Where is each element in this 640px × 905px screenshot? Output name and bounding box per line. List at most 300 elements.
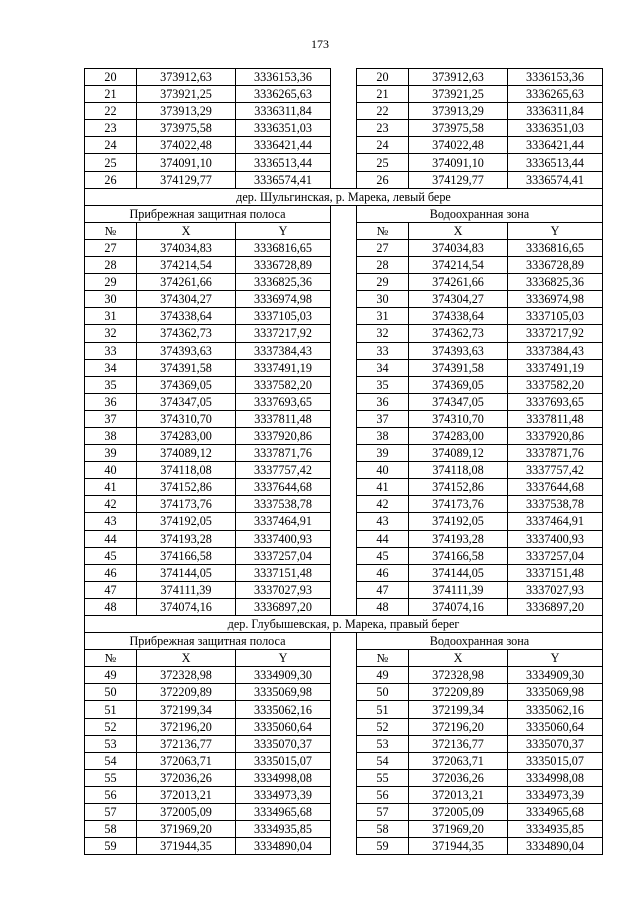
x-coordinate: 373912,63 xyxy=(137,69,236,86)
table-row xyxy=(85,445,603,462)
column-spacer xyxy=(331,564,357,581)
y-coordinate: 3336265,63 xyxy=(508,86,603,103)
column-spacer xyxy=(331,718,357,735)
x-coordinate: 374193,28 xyxy=(137,530,236,547)
x-coordinate: 374283,00 xyxy=(137,427,236,444)
column-spacer xyxy=(331,393,357,410)
point-number: 38 xyxy=(357,427,409,444)
x-coordinate: 374022,48 xyxy=(137,137,236,154)
point-number: 31 xyxy=(357,308,409,325)
x-coordinate: 373913,29 xyxy=(409,103,508,120)
y-coordinate: 3337920,86 xyxy=(508,427,603,444)
section-heading: дер. Шульгинская, р. Марека, левый бере xyxy=(85,188,603,205)
point-number: 41 xyxy=(357,479,409,496)
x-coordinate: 372328,98 xyxy=(137,667,236,684)
column-spacer xyxy=(331,239,357,256)
section-heading-row xyxy=(85,188,603,205)
y-coordinate: 3336825,36 xyxy=(236,274,331,291)
column-spacer xyxy=(331,752,357,769)
point-number: 22 xyxy=(85,103,137,120)
y-coordinate: 3337257,04 xyxy=(508,547,603,564)
point-number: 53 xyxy=(357,735,409,752)
point-number: 33 xyxy=(357,342,409,359)
x-coordinate: 373913,29 xyxy=(137,103,236,120)
y-coordinate: 3334890,04 xyxy=(236,838,331,855)
table-row xyxy=(85,427,603,444)
y-coordinate: 3334965,68 xyxy=(508,804,603,821)
x-coordinate: 374214,54 xyxy=(137,257,236,274)
table-row xyxy=(85,171,603,188)
x-coordinate: 372013,21 xyxy=(137,786,236,803)
y-coordinate: 3337464,91 xyxy=(236,513,331,530)
table-row xyxy=(85,86,603,103)
header-x: X xyxy=(409,222,508,239)
column-header-row xyxy=(85,222,603,239)
y-coordinate: 3336421,44 xyxy=(236,137,331,154)
y-coordinate: 3337871,76 xyxy=(236,445,331,462)
x-coordinate: 373921,25 xyxy=(409,86,508,103)
table-row xyxy=(85,274,603,291)
x-coordinate: 374214,54 xyxy=(409,257,508,274)
header-y: Y xyxy=(236,222,331,239)
x-coordinate: 371969,20 xyxy=(409,821,508,838)
x-coordinate: 374347,05 xyxy=(409,393,508,410)
point-number: 45 xyxy=(357,547,409,564)
table-row xyxy=(85,752,603,769)
table-row xyxy=(85,735,603,752)
y-coordinate: 3337400,93 xyxy=(508,530,603,547)
column-spacer xyxy=(331,735,357,752)
point-number: 30 xyxy=(357,291,409,308)
point-number: 50 xyxy=(85,684,137,701)
y-coordinate: 3337757,42 xyxy=(508,462,603,479)
x-coordinate: 374310,70 xyxy=(137,410,236,427)
y-coordinate: 3337538,78 xyxy=(508,496,603,513)
x-coordinate: 374091,10 xyxy=(137,154,236,171)
point-number: 20 xyxy=(357,69,409,86)
table-row xyxy=(85,376,603,393)
x-coordinate: 373921,25 xyxy=(137,86,236,103)
table-row xyxy=(85,564,603,581)
point-number: 39 xyxy=(85,445,137,462)
table-row xyxy=(85,701,603,718)
column-spacer xyxy=(331,222,357,239)
y-coordinate: 3336728,89 xyxy=(236,257,331,274)
table-row xyxy=(85,804,603,821)
column-spacer xyxy=(331,359,357,376)
point-number: 47 xyxy=(85,581,137,598)
left-caption: Прибрежная защитная полоса xyxy=(85,205,331,222)
x-coordinate: 374362,73 xyxy=(409,325,508,342)
point-number: 29 xyxy=(85,274,137,291)
point-number: 50 xyxy=(357,684,409,701)
table-row xyxy=(85,598,603,615)
x-coordinate: 371944,35 xyxy=(409,838,508,855)
header-number: № xyxy=(357,650,409,667)
column-spacer xyxy=(331,376,357,393)
page-number: 173 xyxy=(311,37,329,51)
point-number: 26 xyxy=(85,171,137,188)
column-spacer xyxy=(331,120,357,137)
header-y: Y xyxy=(508,222,603,239)
point-number: 44 xyxy=(357,530,409,547)
point-number: 30 xyxy=(85,291,137,308)
point-number: 20 xyxy=(85,69,137,86)
point-number: 54 xyxy=(85,752,137,769)
point-number: 51 xyxy=(357,701,409,718)
x-coordinate: 374166,58 xyxy=(137,547,236,564)
x-coordinate: 374089,12 xyxy=(409,445,508,462)
y-coordinate: 3337693,65 xyxy=(508,393,603,410)
point-number: 42 xyxy=(357,496,409,513)
y-coordinate: 3336311,84 xyxy=(508,103,603,120)
x-coordinate: 374173,76 xyxy=(409,496,508,513)
header-x: X xyxy=(409,650,508,667)
y-coordinate: 3337384,43 xyxy=(236,342,331,359)
right-caption: Водоохранная зона xyxy=(357,205,603,222)
x-coordinate: 374089,12 xyxy=(137,445,236,462)
point-number: 22 xyxy=(357,103,409,120)
y-coordinate: 3335015,07 xyxy=(236,752,331,769)
x-coordinate: 374152,86 xyxy=(137,479,236,496)
table-row xyxy=(85,342,603,359)
y-coordinate: 3336513,44 xyxy=(508,154,603,171)
point-number: 28 xyxy=(357,257,409,274)
point-number: 32 xyxy=(357,325,409,342)
y-coordinate: 3336351,03 xyxy=(236,120,331,137)
point-number: 34 xyxy=(85,359,137,376)
y-coordinate: 3334935,85 xyxy=(236,821,331,838)
table-row xyxy=(85,359,603,376)
y-coordinate: 3337757,42 xyxy=(236,462,331,479)
point-number: 25 xyxy=(85,154,137,171)
column-spacer xyxy=(331,342,357,359)
header-x: X xyxy=(137,222,236,239)
y-coordinate: 3337384,43 xyxy=(508,342,603,359)
y-coordinate: 3337811,48 xyxy=(508,410,603,427)
y-coordinate: 3334998,08 xyxy=(508,769,603,786)
column-spacer xyxy=(331,701,357,718)
section-heading: дер. Глубышевская, р. Марека, правый берег xyxy=(85,616,603,633)
y-coordinate: 3336513,44 xyxy=(236,154,331,171)
column-spacer xyxy=(331,274,357,291)
column-spacer xyxy=(331,154,357,171)
y-coordinate: 3335060,64 xyxy=(508,718,603,735)
table-row xyxy=(85,103,603,120)
y-coordinate: 3337538,78 xyxy=(236,496,331,513)
x-coordinate: 372036,26 xyxy=(137,769,236,786)
y-coordinate: 3337151,48 xyxy=(508,564,603,581)
column-spacer xyxy=(331,650,357,667)
x-coordinate: 374338,64 xyxy=(137,308,236,325)
coordinates-table xyxy=(84,68,603,855)
x-coordinate: 374022,48 xyxy=(409,137,508,154)
x-coordinate: 373975,58 xyxy=(409,120,508,137)
x-coordinate: 374393,63 xyxy=(137,342,236,359)
point-number: 36 xyxy=(357,393,409,410)
table-row xyxy=(85,718,603,735)
y-coordinate: 3334965,68 xyxy=(236,804,331,821)
table-row xyxy=(85,308,603,325)
header-y: Y xyxy=(236,650,331,667)
column-spacer xyxy=(331,137,357,154)
point-number: 52 xyxy=(357,718,409,735)
x-coordinate: 374091,10 xyxy=(409,154,508,171)
y-coordinate: 3337217,92 xyxy=(508,325,603,342)
point-number: 25 xyxy=(357,154,409,171)
column-spacer xyxy=(331,171,357,188)
y-coordinate: 3334909,30 xyxy=(508,667,603,684)
point-number: 28 xyxy=(85,257,137,274)
point-number: 34 xyxy=(357,359,409,376)
y-coordinate: 3335060,64 xyxy=(236,718,331,735)
y-coordinate: 3336574,41 xyxy=(236,171,331,188)
point-number: 48 xyxy=(357,598,409,615)
x-coordinate: 374173,76 xyxy=(137,496,236,513)
column-spacer xyxy=(331,291,357,308)
column-spacer xyxy=(331,69,357,86)
y-coordinate: 3337582,20 xyxy=(236,376,331,393)
y-coordinate: 3337105,03 xyxy=(236,308,331,325)
column-spacer xyxy=(331,821,357,838)
y-coordinate: 3334909,30 xyxy=(236,667,331,684)
y-coordinate: 3336825,36 xyxy=(508,274,603,291)
column-spacer xyxy=(331,479,357,496)
y-coordinate: 3336974,98 xyxy=(236,291,331,308)
y-coordinate: 3336421,44 xyxy=(508,137,603,154)
column-spacer xyxy=(331,205,357,222)
point-number: 59 xyxy=(357,838,409,855)
y-coordinate: 3337811,48 xyxy=(236,410,331,427)
table-row xyxy=(85,393,603,410)
x-coordinate: 372328,98 xyxy=(409,667,508,684)
point-number: 41 xyxy=(85,479,137,496)
point-number: 57 xyxy=(85,804,137,821)
column-spacer xyxy=(331,325,357,342)
column-spacer xyxy=(331,445,357,462)
x-coordinate: 372063,71 xyxy=(137,752,236,769)
x-coordinate: 374192,05 xyxy=(137,513,236,530)
point-number: 26 xyxy=(357,171,409,188)
x-coordinate: 374129,77 xyxy=(409,171,508,188)
x-coordinate: 374118,08 xyxy=(137,462,236,479)
point-number: 46 xyxy=(357,564,409,581)
x-coordinate: 374362,73 xyxy=(137,325,236,342)
y-coordinate: 3334973,39 xyxy=(236,786,331,803)
x-coordinate: 374347,05 xyxy=(137,393,236,410)
y-coordinate: 3335062,16 xyxy=(508,701,603,718)
y-coordinate: 3337920,86 xyxy=(236,427,331,444)
y-coordinate: 3337027,93 xyxy=(236,581,331,598)
y-coordinate: 3337027,93 xyxy=(508,581,603,598)
x-coordinate: 374310,70 xyxy=(409,410,508,427)
point-number: 27 xyxy=(85,239,137,256)
x-coordinate: 374369,05 xyxy=(409,376,508,393)
point-number: 43 xyxy=(85,513,137,530)
x-coordinate: 372209,89 xyxy=(409,684,508,701)
y-coordinate: 3337105,03 xyxy=(508,308,603,325)
column-spacer xyxy=(331,427,357,444)
point-number: 42 xyxy=(85,496,137,513)
point-number: 38 xyxy=(85,427,137,444)
column-spacer xyxy=(331,513,357,530)
x-coordinate: 374152,86 xyxy=(409,479,508,496)
table-row xyxy=(85,257,603,274)
point-number: 53 xyxy=(85,735,137,752)
point-number: 21 xyxy=(357,86,409,103)
table-row xyxy=(85,821,603,838)
column-spacer xyxy=(331,496,357,513)
y-coordinate: 3337217,92 xyxy=(236,325,331,342)
right-caption: Водоохранная зона xyxy=(357,633,603,650)
x-coordinate: 374144,05 xyxy=(137,564,236,581)
point-number: 55 xyxy=(85,769,137,786)
y-coordinate: 3336728,89 xyxy=(508,257,603,274)
point-number: 55 xyxy=(357,769,409,786)
y-coordinate: 3336974,98 xyxy=(508,291,603,308)
y-coordinate: 3336311,84 xyxy=(236,103,331,120)
column-spacer xyxy=(331,547,357,564)
x-coordinate: 374144,05 xyxy=(409,564,508,581)
y-coordinate: 3336153,36 xyxy=(236,69,331,86)
column-header-row xyxy=(85,650,603,667)
y-coordinate: 3334973,39 xyxy=(508,786,603,803)
point-number: 27 xyxy=(357,239,409,256)
column-spacer xyxy=(331,308,357,325)
point-number: 31 xyxy=(85,308,137,325)
table-row xyxy=(85,462,603,479)
y-coordinate: 3336816,65 xyxy=(508,239,603,256)
point-number: 46 xyxy=(85,564,137,581)
point-number: 51 xyxy=(85,701,137,718)
x-coordinate: 373912,63 xyxy=(409,69,508,86)
caption-row xyxy=(85,205,603,222)
point-number: 39 xyxy=(357,445,409,462)
table-row xyxy=(85,786,603,803)
point-number: 24 xyxy=(85,137,137,154)
table-row xyxy=(85,239,603,256)
point-number: 57 xyxy=(357,804,409,821)
point-number: 58 xyxy=(85,821,137,838)
x-coordinate: 372136,77 xyxy=(409,735,508,752)
x-coordinate: 374369,05 xyxy=(137,376,236,393)
x-coordinate: 371944,35 xyxy=(137,838,236,855)
point-number: 47 xyxy=(357,581,409,598)
table-row xyxy=(85,410,603,427)
point-number: 37 xyxy=(357,410,409,427)
x-coordinate: 373975,58 xyxy=(137,120,236,137)
table-row xyxy=(85,325,603,342)
column-spacer xyxy=(331,769,357,786)
point-number: 49 xyxy=(357,667,409,684)
point-number: 24 xyxy=(357,137,409,154)
column-spacer xyxy=(331,257,357,274)
x-coordinate: 372013,21 xyxy=(409,786,508,803)
left-caption: Прибрежная защитная полоса xyxy=(85,633,331,650)
y-coordinate: 3337644,68 xyxy=(236,479,331,496)
y-coordinate: 3337257,04 xyxy=(236,547,331,564)
table-row xyxy=(85,496,603,513)
x-coordinate: 372199,34 xyxy=(409,701,508,718)
x-coordinate: 372005,09 xyxy=(409,804,508,821)
caption-row xyxy=(85,633,603,650)
y-coordinate: 3335062,16 xyxy=(236,701,331,718)
point-number: 56 xyxy=(85,786,137,803)
table-row xyxy=(85,838,603,855)
point-number: 23 xyxy=(85,120,137,137)
point-number: 37 xyxy=(85,410,137,427)
y-coordinate: 3336153,36 xyxy=(508,69,603,86)
header-number: № xyxy=(85,222,137,239)
header-number: № xyxy=(357,222,409,239)
y-coordinate: 3336897,20 xyxy=(508,598,603,615)
table-row xyxy=(85,769,603,786)
point-number: 43 xyxy=(357,513,409,530)
table-row xyxy=(85,530,603,547)
x-coordinate: 374166,58 xyxy=(409,547,508,564)
table-row xyxy=(85,137,603,154)
x-coordinate: 374193,28 xyxy=(409,530,508,547)
header-y: Y xyxy=(508,650,603,667)
column-spacer xyxy=(331,103,357,120)
point-number: 52 xyxy=(85,718,137,735)
point-number: 36 xyxy=(85,393,137,410)
point-number: 35 xyxy=(357,376,409,393)
x-coordinate: 372196,20 xyxy=(409,718,508,735)
table-row xyxy=(85,513,603,530)
x-coordinate: 374034,83 xyxy=(137,239,236,256)
column-spacer xyxy=(331,684,357,701)
y-coordinate: 3337582,20 xyxy=(508,376,603,393)
x-coordinate: 374304,27 xyxy=(137,291,236,308)
x-coordinate: 374391,58 xyxy=(409,359,508,376)
column-spacer xyxy=(331,530,357,547)
y-coordinate: 3337491,19 xyxy=(508,359,603,376)
y-coordinate: 3336897,20 xyxy=(236,598,331,615)
point-number: 29 xyxy=(357,274,409,291)
point-number: 58 xyxy=(357,821,409,838)
column-spacer xyxy=(331,581,357,598)
point-number: 40 xyxy=(357,462,409,479)
table-row xyxy=(85,479,603,496)
point-number: 49 xyxy=(85,667,137,684)
column-spacer xyxy=(331,598,357,615)
y-coordinate: 3337491,19 xyxy=(236,359,331,376)
point-number: 54 xyxy=(357,752,409,769)
column-spacer xyxy=(331,410,357,427)
x-coordinate: 372036,26 xyxy=(409,769,508,786)
y-coordinate: 3336816,65 xyxy=(236,239,331,256)
point-number: 35 xyxy=(85,376,137,393)
x-coordinate: 374304,27 xyxy=(409,291,508,308)
x-coordinate: 374129,77 xyxy=(137,171,236,188)
y-coordinate: 3334935,85 xyxy=(508,821,603,838)
column-spacer xyxy=(331,838,357,855)
column-spacer xyxy=(331,804,357,821)
column-spacer xyxy=(331,667,357,684)
y-coordinate: 3337693,65 xyxy=(236,393,331,410)
x-coordinate: 372209,89 xyxy=(137,684,236,701)
x-coordinate: 374074,16 xyxy=(137,598,236,615)
table-row xyxy=(85,667,603,684)
column-spacer xyxy=(331,86,357,103)
table-row xyxy=(85,581,603,598)
y-coordinate: 3337464,91 xyxy=(508,513,603,530)
x-coordinate: 371969,20 xyxy=(137,821,236,838)
y-coordinate: 3336265,63 xyxy=(236,86,331,103)
y-coordinate: 3336351,03 xyxy=(508,120,603,137)
y-coordinate: 3335069,98 xyxy=(508,684,603,701)
